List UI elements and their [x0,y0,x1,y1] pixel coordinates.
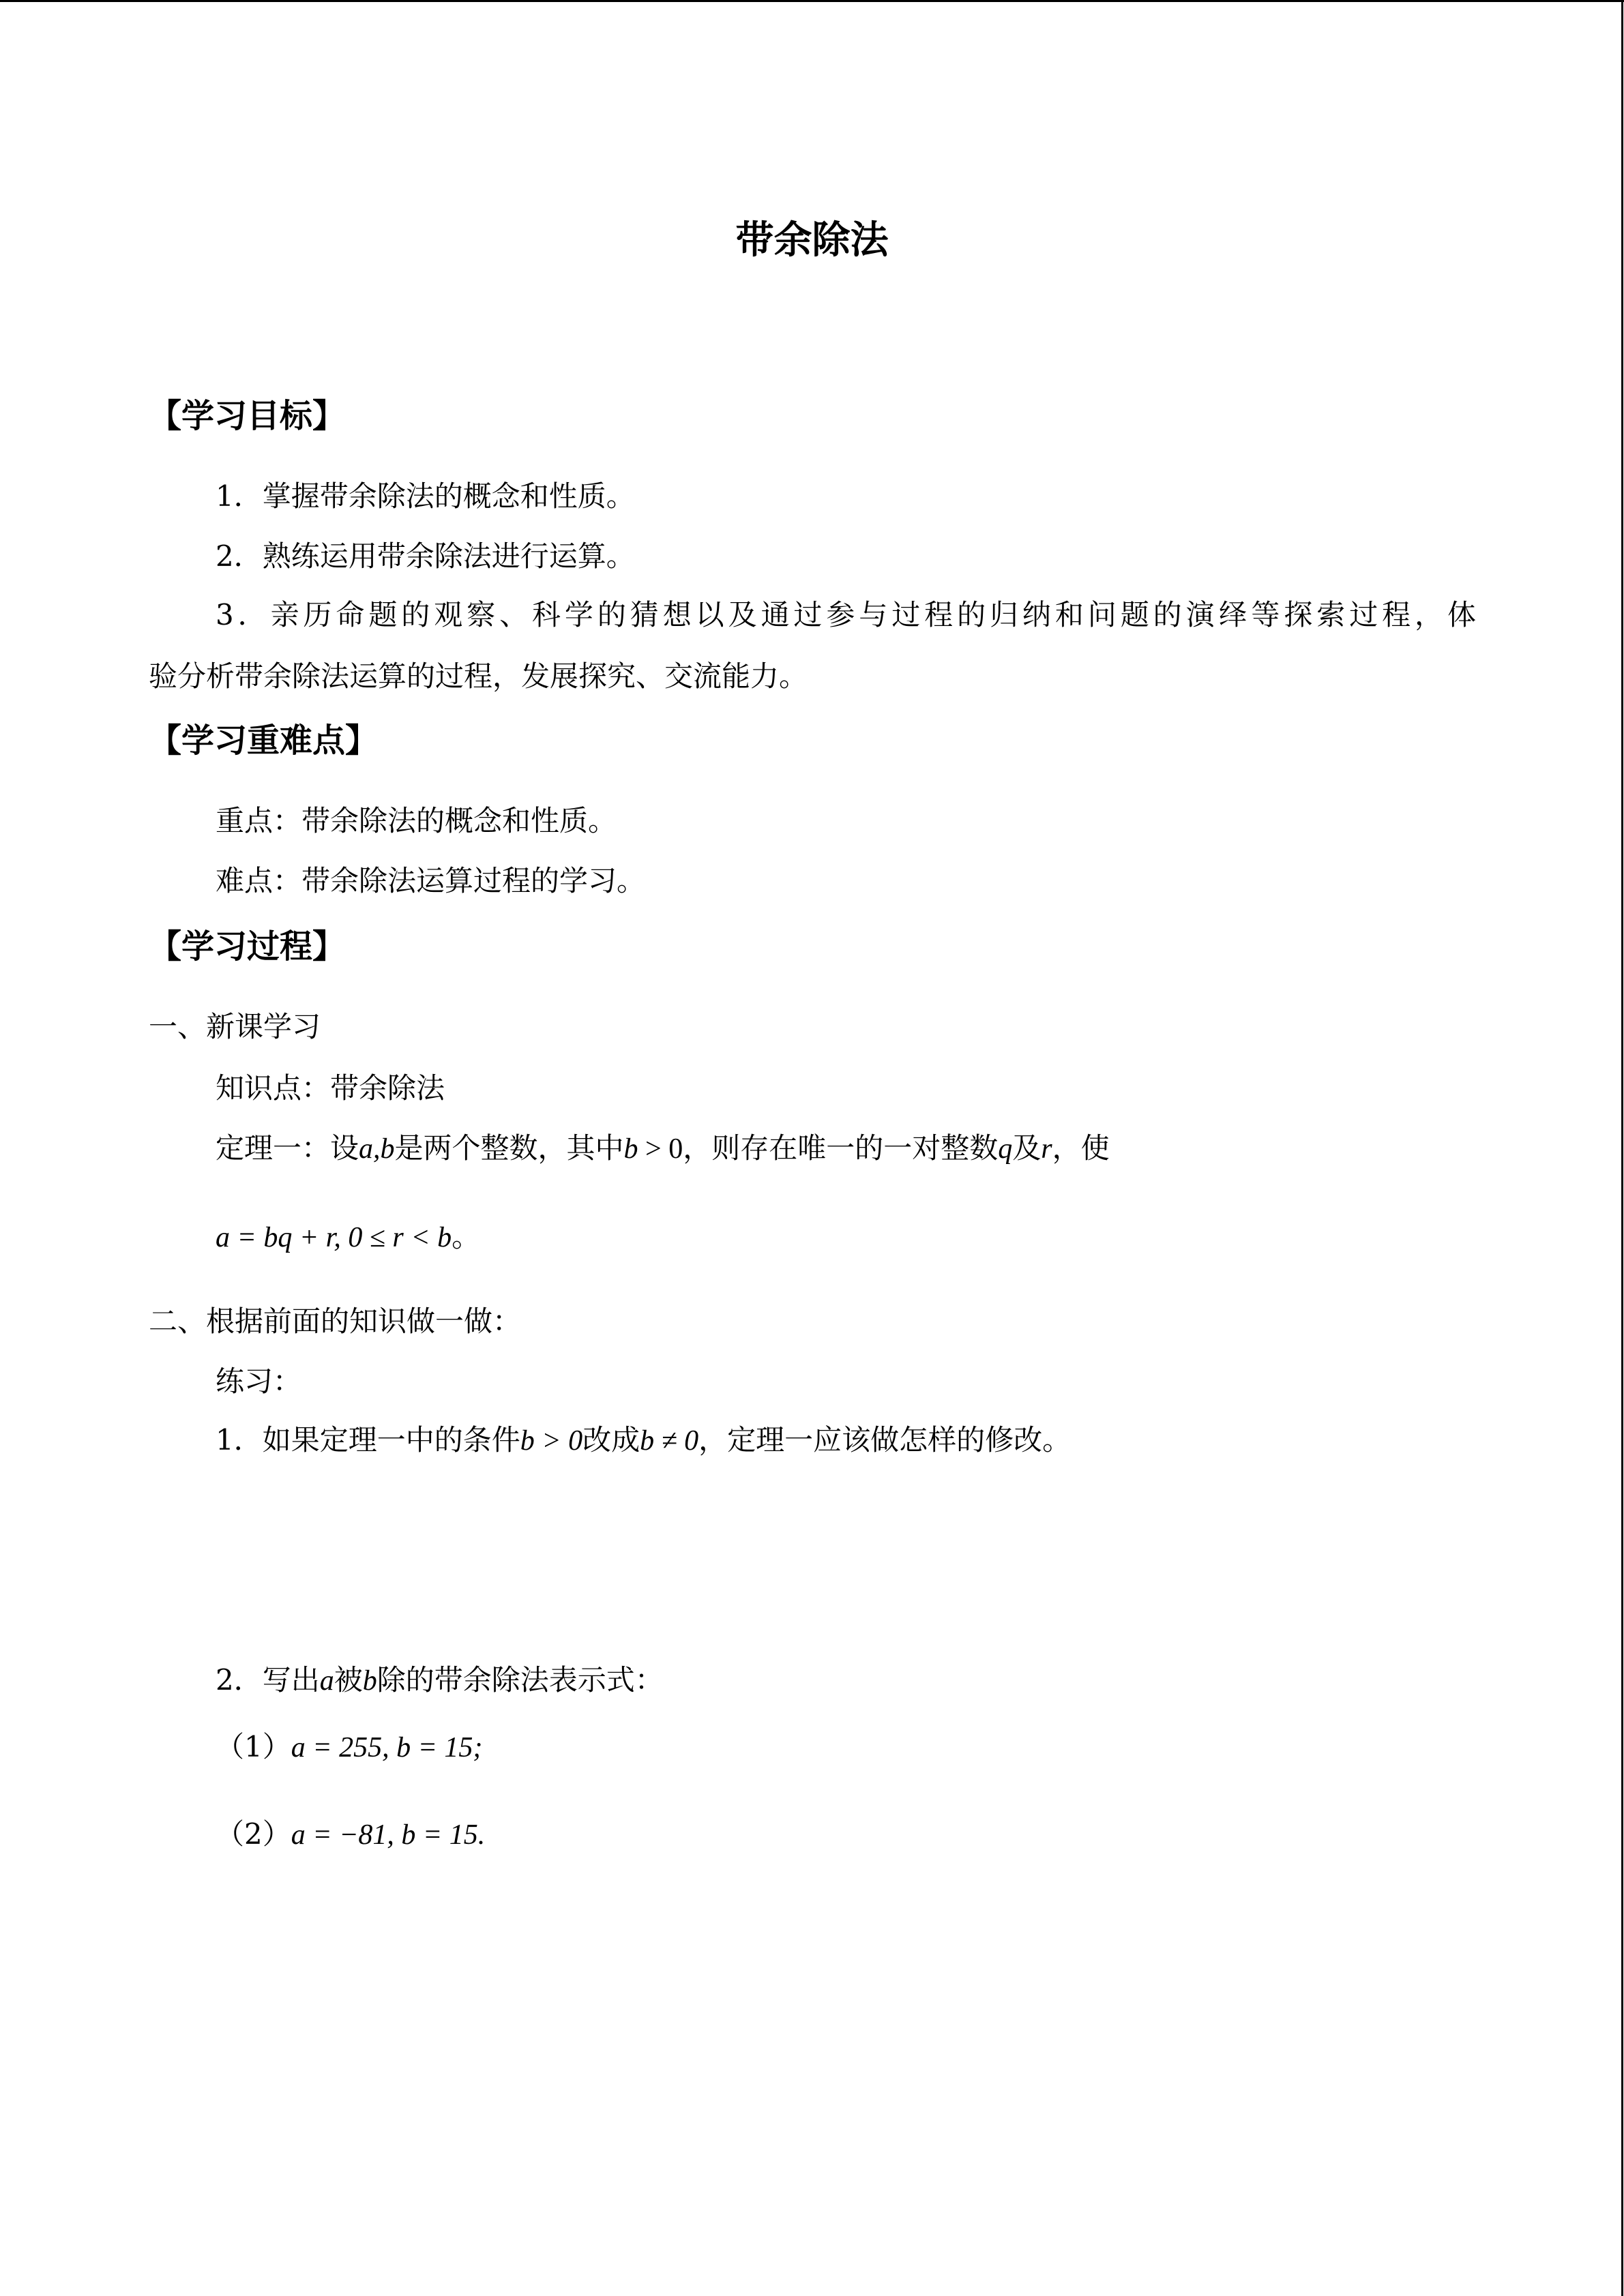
theorem-end: ，使 [1052,1131,1110,1165]
goal-item-1: 1．掌握带余除法的概念和性质。 [216,479,635,513]
q2-item-1-label: （1） [216,1730,291,1763]
q2-item-1 [216,1728,482,1767]
page-title: 带余除法 [735,218,889,263]
theorem-formula [216,1218,480,1257]
q2-item-1-expression: a = 255, b = 15; [291,1732,483,1763]
q2-item-2-label: （2） [216,1817,291,1851]
q2-item-2-expression: a = −81, b = 15. [291,1819,486,1851]
goal-item-3-line2: 验分析带余除法运算的过程，发展探究、交流能力。 [149,659,808,693]
goal-item-2: 2．熟练运用带余除法进行运算。 [216,539,635,573]
practice-question-2 [216,1661,664,1700]
theorem-vars-ab: a,b [359,1133,395,1165]
goal-item-3-line1: 3．亲历命题的观察、科学的猜想以及通过参与过程的归纳和问题的演绎等探索过程，体 [216,598,1476,631]
theorem-one [216,1129,1110,1168]
q2-mid: 被 [334,1663,363,1697]
q1-mid: 改成 [582,1423,640,1457]
q2-item-2 [216,1815,485,1854]
theorem-gt-zero: > 0 [638,1133,683,1165]
practice-label: 练习： [216,1365,302,1398]
formula-expression: a = bq + r, 0 ≤ r < b [216,1222,452,1253]
q2-prefix: 2．写出 [216,1663,320,1697]
theorem-and: 及 [1012,1131,1042,1165]
q1-condition-1: b > 0 [520,1425,583,1457]
theorem-mid1: 是两个整数，其中 [394,1131,624,1165]
formula-end: 。 [452,1220,481,1253]
practice-question-1 [216,1421,1071,1460]
theorem-q: q [998,1133,1013,1165]
knowledge-point: 知识点：带余除法 [216,1071,445,1105]
q2-var-b: b [362,1665,377,1697]
q1-condition-2: b ≠ 0 [640,1425,699,1457]
q2-var-a: a [319,1665,334,1697]
theorem-r: r [1041,1133,1052,1165]
key-points-heading: 【学习重难点】 [149,721,379,760]
q1-prefix: 1．如果定理一中的条件 [216,1423,520,1457]
goals-heading: 【学习目标】 [149,397,346,435]
theorem-b: b [623,1133,638,1165]
page-border-right [1621,0,1623,2296]
q2-end: 除的带余除法表示式： [377,1663,664,1697]
process-heading: 【学习过程】 [149,927,346,966]
page-border-top [0,0,1624,2]
q1-end: ，定理一应该做怎样的修改。 [698,1423,1072,1457]
theorem-mid2: ，则存在唯一的一对整数 [683,1131,999,1165]
difficult-point: 难点：带余除法运算过程的学习。 [216,864,646,897]
new-lesson-heading: 一、新课学习 [149,1010,321,1043]
practice-heading: 二、根据前面的知识做一做： [149,1304,522,1338]
key-point: 重点：带余除法的概念和性质。 [216,804,617,837]
theorem-prefix: 定理一：设 [216,1131,359,1165]
